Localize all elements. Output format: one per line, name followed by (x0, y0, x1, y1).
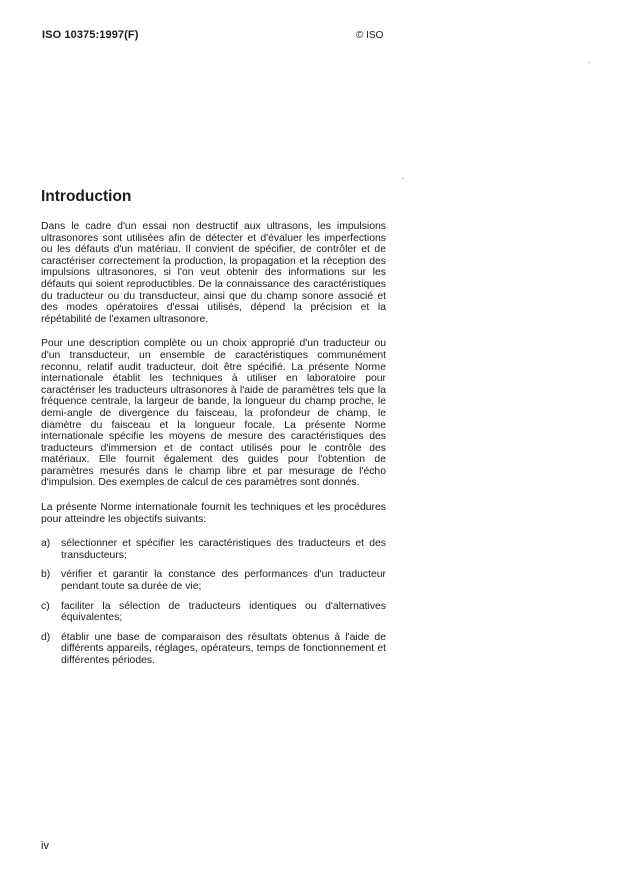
list-item-text: vérifier et garantir la constance des performances d'un traducteur pendant toute sa durée de vie; (61, 569, 386, 593)
list-item (41, 632, 386, 667)
paragraph-purpose: Dans le cadre d'un essai non destructif aux ultrasons, les impulsions ultrasonores sont utilisées afin de détecter et d'évaluer les imperfections ou les défauts d'un matériau. Il convient de spécifier, de contrôler et de caractériser correctement la production, la propagation et la réception des impulsions ultrasonores, si l'on veut obtenir des informations sur les défauts qui soient reproductibles. De la connaissance des caractéristiques du traducteur ou du transducteur, ainsi que du champ sonore associé et des modes opératoires d'essai utilisés, dépend la précision et la répétabilité de l'examen ultrasonore. (41, 221, 386, 325)
copyright-notice: © ISO (356, 30, 384, 41)
list-marker: d) (41, 631, 51, 643)
section-title: Introduction (41, 188, 132, 205)
list-item-text: sélectionner et spécifier les caractéristiques des traducteurs et des transducteurs; (61, 538, 386, 561)
list-item-text: établir une base de comparaison des résultats obtenus à l'aide de différents appareils, réglages, opérateurs, temps de fonctionnement et différentes périodes. (61, 631, 386, 666)
list-item (41, 538, 386, 561)
list-item (41, 601, 386, 624)
standard-reference: ISO 10375:1997(F) (42, 29, 139, 41)
list-item-text: faciliter la sélection de traducteurs identiques ou d'alternatives équivalentes; (61, 600, 386, 624)
list-marker: b) (41, 569, 51, 581)
scan-speck (402, 178, 404, 179)
introduction-body (41, 221, 386, 675)
page-number: iv (41, 840, 49, 852)
list-item (41, 569, 386, 592)
paragraph-scope: Pour une description complète ou un choix approprié d'un traducteur ou d'un transducteur, un ensemble de caractéristiques communément reconnu, relatif audit traducteur, doit être spécifié. La présente Norme internationale établit les techniques à utiliser en laboratoire pour caractériser les traducteurs ultrasonores à l'aide de paramètres tels que la fréquence centrale, la largeur de bande, la longueur du champ proche, le demi-angle de divergence du faisceau, la profondeur de champ, le diamètre du faisceau et la longueur focale. La présente Norme internationale spécifie les moyens de mesure des caractéristiques des traducteurs d'immersion et de contact utilisés pour le contrôle des matériaux. Elle fournit également des guides pour l'obtention de paramètres mesurés dans le champ libre et par mesurage de l'écho d'impulsion. Des exemples de calcul de ces paramètres sont donnés. (41, 338, 386, 489)
list-marker: c) (41, 600, 50, 612)
scan-speck (588, 62, 590, 63)
paragraph-objectives-intro: La présente Norme internationale fournit les techniques et les procédures pour atteindre les objectifs suivants: (41, 502, 386, 525)
list-marker: a) (41, 538, 51, 550)
objectives-list (41, 538, 386, 666)
